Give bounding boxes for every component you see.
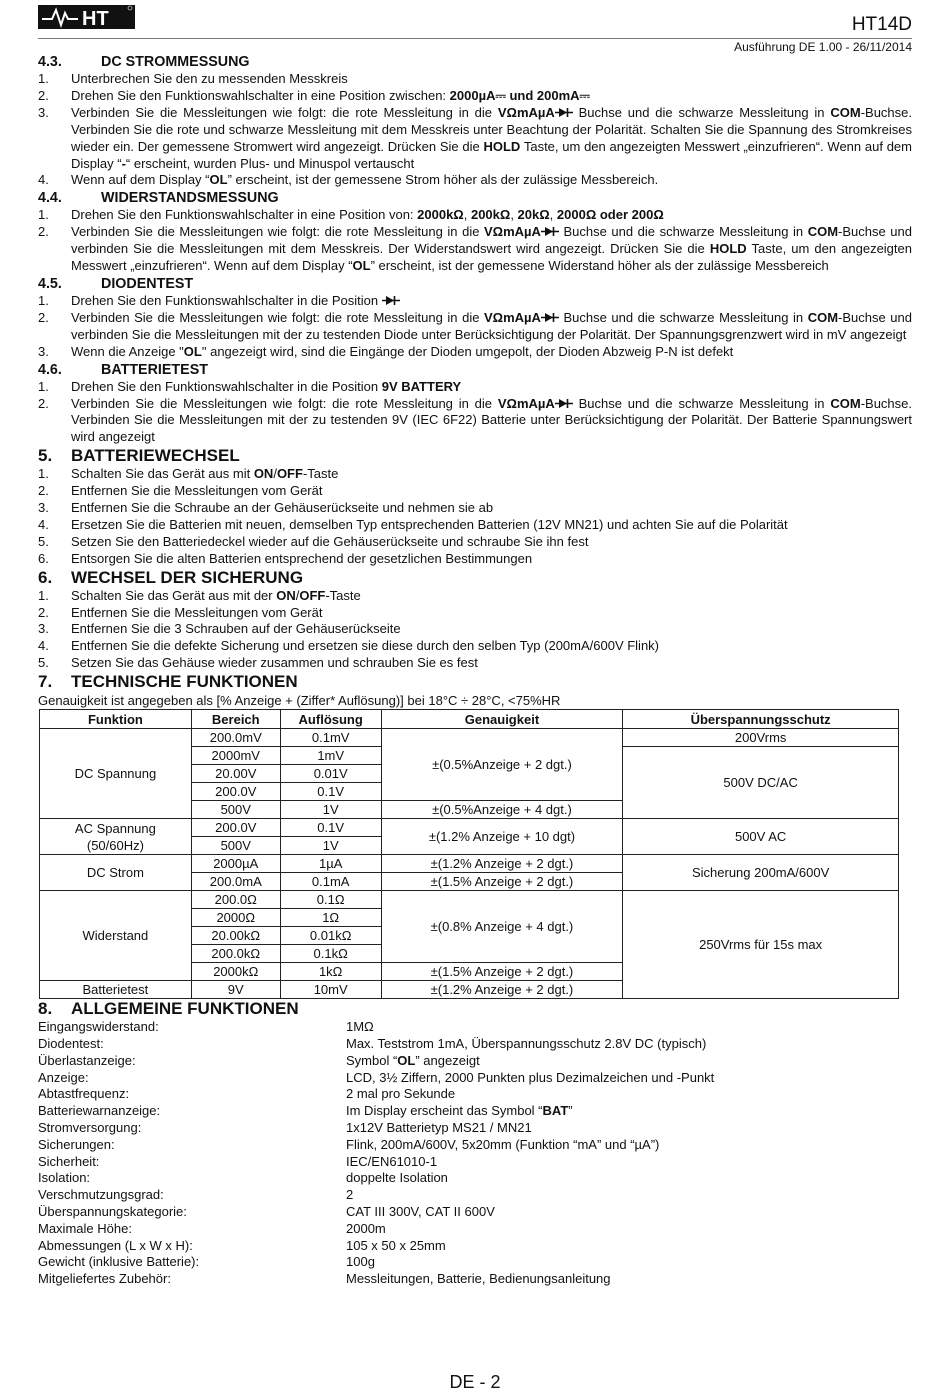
spec-value: 1x12V Batterietyp MS21 / MN21: [346, 1119, 532, 1135]
accuracy-note: Genauigkeit ist angegeben als [% Anzeige + (Ziffer* Auflösung)] bei 18°C ÷ 28°C, <75%HR: [38, 693, 561, 709]
table-cell: 500V AC: [623, 819, 899, 855]
table-row: [40, 855, 899, 873]
spec-label: Abmessungen (L x W x H):: [38, 1237, 193, 1253]
table-cell: Sicherung 200mA/600V: [623, 855, 899, 891]
section-heading: [38, 53, 912, 71]
step-number: 4.: [38, 638, 49, 654]
section-title: BATTERIEWECHSEL: [71, 446, 240, 466]
table-cell: 200.0mV: [191, 729, 280, 747]
table-cell: 1kΩ: [280, 963, 381, 981]
model-name: HT14D: [851, 14, 912, 35]
table-cell: ±(0.5%Anzeige + 2 dgt.): [381, 729, 623, 801]
table-cell: ±(0.5%Anzeige + 4 dgt.): [381, 801, 623, 819]
step-text: Setzen Sie das Gehäuse wieder zusammen und schrauben Sie es fest: [71, 655, 478, 671]
technical-specs-table: [39, 709, 899, 999]
section-number: 4.4.: [38, 190, 62, 207]
section-number: 6.: [38, 567, 53, 587]
step-item: [38, 500, 912, 517]
table-cell: 1V: [280, 801, 381, 819]
spec-label: Batteriewarnanzeige:: [38, 1103, 161, 1119]
step-number: 2.: [38, 483, 49, 499]
spec-value: Im Display erscheint das Symbol “BAT”: [346, 1103, 573, 1119]
table-cell: 200.0V: [191, 819, 280, 837]
diode-icon: [382, 295, 400, 306]
step-item: [38, 638, 912, 655]
table-cell: 1Ω: [280, 909, 381, 927]
table-cell: ±(1.5% Anzeige + 2 dgt.): [381, 873, 623, 891]
step-number: 5.: [38, 533, 49, 549]
table-cell: 500V: [191, 801, 280, 819]
table-cell: 9V: [191, 981, 280, 999]
spec-label: Überlastanzeige:: [38, 1052, 136, 1068]
table-cell: 0.1kΩ: [280, 945, 381, 963]
step-text: Verbinden Sie die Messleitungen wie folgt: die rote Messleitung in die VΩmAµA Buchse und die schwarze Messleitung in COM-Buchse und verbinden Sie die Messleitungen mit dem Messkreis. Der Widerstandswert wird angezeigt. Drücken Sie die HOLD Taste, um den angezeigten Messwert „einzufrieren“. Wenn auf dem Display “OL” erscheint, ist der gemessene Widerstand höher als der zulässige Messbereich: [71, 224, 912, 274]
step-number: 4.: [38, 516, 49, 532]
section-number: 4.6.: [38, 361, 62, 378]
table-cell: ±(0.8% Anzeige + 4 dgt.): [381, 891, 623, 963]
step-text: Schalten Sie das Gerät aus mit ON/OFF-Taste: [71, 466, 339, 482]
column-header: Funktion: [40, 710, 192, 729]
logo-text: HT: [82, 8, 109, 30]
diode-icon: [555, 107, 573, 118]
section-number: 4.5.: [38, 275, 62, 292]
spec-label: Diodentest:: [38, 1035, 104, 1051]
table-row: [40, 819, 899, 837]
table-row: [40, 891, 899, 909]
table-cell: 0.1V: [280, 819, 381, 837]
spec-label: Mitgeliefertes Zubehör:: [38, 1271, 171, 1287]
table-cell: 1mV: [280, 747, 381, 765]
table-cell: 10mV: [280, 981, 381, 999]
column-header: Bereich: [191, 710, 280, 729]
table-cell: 200.0Ω: [191, 891, 280, 909]
table-cell: 250Vrms für 15s max: [623, 891, 899, 999]
step-number: 1.: [38, 71, 49, 86]
step-number: 3.: [38, 621, 49, 637]
step-text: Verbinden Sie die Messleitungen wie folgt: die rote Messleitung in die VΩmAµA Buchse und die schwarze Messleitung in COM-Buchse. Verbinden Sie die rote und schwarze Messleitung mit dem Messkreis unter Beachtung der Polarität. Schalten Sie die Spannung des Stromkreises wieder ein. Der gemessene Stromwert wird angezeigt. Drücken Sie die HOLD Taste, um den angezeigten Messwert „einzufrieren“. Wenn auf dem Display “-“ erscheint, wurden Plus- und Minuspol vertauscht: [71, 104, 912, 171]
diode-icon: [555, 398, 573, 409]
step-number: 2.: [38, 309, 49, 325]
spec-value: CAT III 300V, CAT II 600V: [346, 1203, 495, 1219]
spec-value: 1MΩ: [346, 1019, 374, 1035]
step-item: [38, 588, 912, 605]
spec-row: [38, 1036, 912, 1053]
step-text: Entsorgen Sie die alten Batterien entsprechend der gesetzlichen Bestimmungen: [71, 550, 533, 566]
main-content: [38, 53, 912, 1288]
section-title: DIODENTEST: [101, 275, 194, 292]
column-header: Auflösung: [280, 710, 381, 729]
step-list: [38, 71, 912, 189]
header-rule: [38, 38, 912, 39]
step-item: [38, 551, 912, 568]
table-cell: 200.0mA: [191, 873, 280, 891]
step-number: 1.: [38, 378, 49, 394]
table-cell: 0.1Ω: [280, 891, 381, 909]
spec-row: [38, 1120, 912, 1137]
step-text: Unterbrechen Sie den zu messenden Messkreis: [71, 71, 348, 86]
table-header-row: [40, 710, 899, 729]
step-text: Wenn auf dem Display “OL” erscheint, ist der gemessene Strom höher als der zulässige Messbereich.: [71, 172, 659, 188]
table-cell: 20.00V: [191, 765, 280, 783]
step-item: [38, 605, 912, 622]
spec-row: [38, 1019, 912, 1036]
spec-row: [38, 1271, 912, 1288]
spec-row: [38, 1204, 912, 1221]
table-cell: ±(1.5% Anzeige + 2 dgt.): [381, 963, 623, 981]
spec-value: Symbol “OL” angezeigt: [346, 1052, 480, 1068]
spec-label: Gewicht (inklusive Batterie):: [38, 1254, 200, 1270]
step-list: [38, 207, 912, 275]
spec-value: Flink, 200mA/600V, 5x20mm (Funktion “mA” und “µA”): [346, 1136, 660, 1152]
step-text: Entfernen Sie die Messleitungen vom Gerät: [71, 604, 323, 620]
table-row: [40, 729, 899, 747]
table-cell: 20.00kΩ: [191, 927, 280, 945]
table-cell: ±(1.2% Anzeige + 2 dgt.): [381, 981, 623, 999]
table-cell: 0.01V: [280, 765, 381, 783]
ht-logo: [38, 3, 135, 31]
diode-icon: [541, 312, 559, 323]
spec-row: [38, 1221, 912, 1238]
section-number: 7.: [38, 672, 53, 692]
section-title: WIDERSTANDSMESSUNG: [101, 190, 279, 207]
spec-label: Stromversorgung:: [38, 1119, 142, 1135]
step-item: [38, 105, 912, 173]
step-item: [38, 517, 912, 534]
spec-value: 100g: [346, 1254, 375, 1270]
step-text: Verbinden Sie die Messleitungen wie folgt: die rote Messleitung in die VΩmAµA Buchse und die schwarze Messleitung in COM-Buchse. Verbinden Sie die Messleitungen mit der zu testenden 9V (IEC 6F22) Batterie unter Berücksichtigung der Polarität. Der Batterie Spannungswert wird angezeigt: [71, 395, 912, 445]
table-cell: 2000µA: [191, 855, 280, 873]
step-number: 6.: [38, 550, 49, 566]
step-text: Drehen Sie den Funktionswahlschalter in eine Position von: 2000kΩ, 200kΩ, 20kΩ, 2000Ω oder 200Ω: [71, 207, 664, 223]
table-cell: ±(1.2% Anzeige + 10 dgt): [381, 819, 623, 855]
spec-row: [38, 1254, 912, 1271]
section-heading: [38, 446, 912, 466]
step-item: [38, 207, 912, 224]
step-number: 2.: [38, 87, 49, 103]
table-cell: 200.0V: [191, 783, 280, 801]
spec-value: 2000m: [346, 1220, 386, 1236]
general-specs-list: [38, 1019, 912, 1288]
spec-value: LCD, 3½ Ziffern, 2000 Punkten plus Dezimalzeichen und -Punkt: [346, 1069, 715, 1085]
spec-label: Abtastfrequenz:: [38, 1086, 130, 1102]
step-list: [38, 379, 912, 447]
step-item: [38, 88, 912, 105]
step-text: Ersetzen Sie die Batterien mit neuen, demselben Typ entsprechenden Batterien (12V MN21) und achten Sie auf die Polarität: [71, 516, 788, 532]
step-number: 3.: [38, 500, 49, 516]
table-cell: 0.1mV: [280, 729, 381, 747]
step-list: [38, 466, 912, 567]
section-heading: [38, 361, 912, 379]
column-header: Überspannungsschutz: [623, 710, 899, 729]
step-item: [38, 293, 912, 310]
step-item: [38, 344, 912, 361]
spec-label: Maximale Höhe:: [38, 1220, 132, 1236]
step-text: Setzen Sie den Batteriedeckel wieder auf die Gehäuserückseite und schraube Sie ihn fest: [71, 533, 589, 549]
table-cell: 0.01kΩ: [280, 927, 381, 945]
step-number: 1.: [38, 207, 49, 223]
spec-label: Sicherheit:: [38, 1153, 100, 1169]
step-text: Entfernen Sie die Schraube an der Gehäuserückseite und nehmen sie ab: [71, 500, 494, 516]
section-heading: [38, 568, 912, 588]
section-number: 4.3.: [38, 54, 62, 70]
table-cell: AC Spannung (50/60Hz): [40, 819, 192, 855]
section-heading: [38, 999, 912, 1019]
step-text: Verbinden Sie die Messleitungen wie folgt: die rote Messleitung in die VΩmAµA Buchse und die schwarze Messleitung in COM-Buchse und verbinden Sie die Messleitungen mit der zu testenden Diode unter Berücksichtigung der Polarität. Der Spannungsgrenzwert wird in mV angezeigt: [71, 309, 912, 342]
table-cell: 200.0kΩ: [191, 945, 280, 963]
step-item: [38, 379, 912, 396]
spec-label: Sicherungen:: [38, 1136, 115, 1152]
spec-value: 2 mal pro Sekunde: [346, 1086, 456, 1102]
spec-row: [38, 1154, 912, 1171]
table-cell: Widerstand: [40, 891, 192, 981]
table-cell: DC Spannung: [40, 729, 192, 819]
step-text: Drehen Sie den Funktionswahlschalter in die Position: [71, 293, 912, 310]
section-number: 8.: [38, 999, 53, 1019]
spec-value: IEC/EN61010-1: [346, 1153, 438, 1169]
step-item: [38, 466, 912, 483]
step-text: Entfernen Sie die 3 Schrauben auf der Gehäuserückseite: [71, 621, 401, 637]
table-cell: DC Strom: [40, 855, 192, 891]
section-title: TECHNISCHE FUNKTIONEN: [71, 672, 298, 692]
spec-label: Verschmutzungsgrad:: [38, 1187, 164, 1203]
step-text: Schalten Sie das Gerät aus mit der ON/OFF-Taste: [71, 587, 361, 603]
step-item: [38, 621, 912, 638]
spec-row: [38, 1103, 912, 1120]
step-number: 1.: [38, 292, 49, 308]
step-number: 2.: [38, 395, 49, 411]
spec-row: [38, 1086, 912, 1103]
section-heading: [38, 275, 912, 293]
table-cell: 1µA: [280, 855, 381, 873]
spec-row: [38, 1070, 912, 1087]
spec-row: [38, 1187, 912, 1204]
step-number: 1.: [38, 587, 49, 603]
step-item: [38, 655, 912, 672]
spec-row: [38, 1170, 912, 1187]
section-title: ALLGEMEINE FUNKTIONEN: [71, 999, 299, 1019]
spec-label: Eingangswiderstand:: [38, 1019, 159, 1035]
spec-label: Überspannungskategorie:: [38, 1203, 187, 1219]
step-list: [38, 293, 912, 361]
spec-row: [38, 1137, 912, 1154]
step-number: 4.: [38, 172, 49, 188]
table-cell: ±(1.2% Anzeige + 2 dgt.): [381, 855, 623, 873]
version-text: Ausführung DE 1.00 - 26/11/2014: [734, 40, 912, 54]
section-title: BATTERIETEST: [101, 361, 208, 378]
step-number: 2.: [38, 224, 49, 240]
table-cell: 2000Ω: [191, 909, 280, 927]
page-number: DE - 2: [449, 1372, 501, 1392]
section-heading: [38, 672, 912, 692]
table-cell: 2000kΩ: [191, 963, 280, 981]
step-number: 1.: [38, 466, 49, 482]
table-cell: 500V: [191, 837, 280, 855]
section-number: 5.: [38, 446, 53, 466]
step-number: 3.: [38, 104, 49, 120]
spec-row: [38, 1053, 912, 1070]
table-cell: Batterietest: [40, 981, 192, 999]
step-item: [38, 396, 912, 447]
step-item: [38, 483, 912, 500]
step-number: 3.: [38, 343, 49, 359]
step-text: Entfernen Sie die Messleitungen vom Gerät: [71, 483, 323, 499]
spec-value: 2: [346, 1187, 354, 1203]
step-text: Drehen Sie den Funktionswahlschalter in eine Position zwischen: 2000µA⎓ und 200mA⎓: [71, 87, 590, 103]
column-header: Genauigkeit: [381, 710, 623, 729]
step-item: [38, 71, 912, 88]
spec-value: Max. Teststrom 1mA, Überspannungsschutz 2.8V DC (typisch): [346, 1035, 707, 1051]
table-cell: 0.1mA: [280, 873, 381, 891]
spec-value: 105 x 50 x 25mm: [346, 1237, 446, 1253]
diode-icon: [541, 226, 559, 237]
step-text: Entfernen Sie die defekte Sicherung und ersetzen sie diese durch den selben Typ (200mA/600V Flink): [71, 638, 660, 654]
table-cell: 2000mV: [191, 747, 280, 765]
table-cell: 500V DC/AC: [623, 747, 899, 819]
table-cell: 200Vrms: [623, 729, 899, 747]
step-text: Drehen Sie den Funktionswahlschalter in die Position 9V BATTERY: [71, 378, 462, 394]
step-list: [38, 588, 912, 673]
spec-value: Messleitungen, Batterie, Bedienungsanleitung: [346, 1271, 611, 1287]
step-text: Wenn die Anzeige "OL" angezeigt wird, sind die Eingänge der Dioden umgepolt, der Dioden Abzweig P-N ist defekt: [71, 343, 734, 359]
table-cell: 0.1V: [280, 783, 381, 801]
step-item: [38, 310, 912, 344]
spec-value: doppelte Isolation: [346, 1170, 448, 1186]
table-cell: 1V: [280, 837, 381, 855]
section-title: DC STROMMESSUNG: [101, 54, 250, 70]
spec-row: [38, 1238, 912, 1255]
spec-label: Isolation:: [38, 1170, 91, 1186]
step-item: [38, 534, 912, 551]
step-number: 5.: [38, 655, 49, 671]
spec-label: Anzeige:: [38, 1069, 89, 1085]
step-item: [38, 172, 912, 189]
step-item: [38, 224, 912, 275]
section-title: WECHSEL DER SICHERUNG: [71, 567, 304, 587]
section-heading: [38, 189, 912, 207]
step-number: 2.: [38, 604, 49, 620]
